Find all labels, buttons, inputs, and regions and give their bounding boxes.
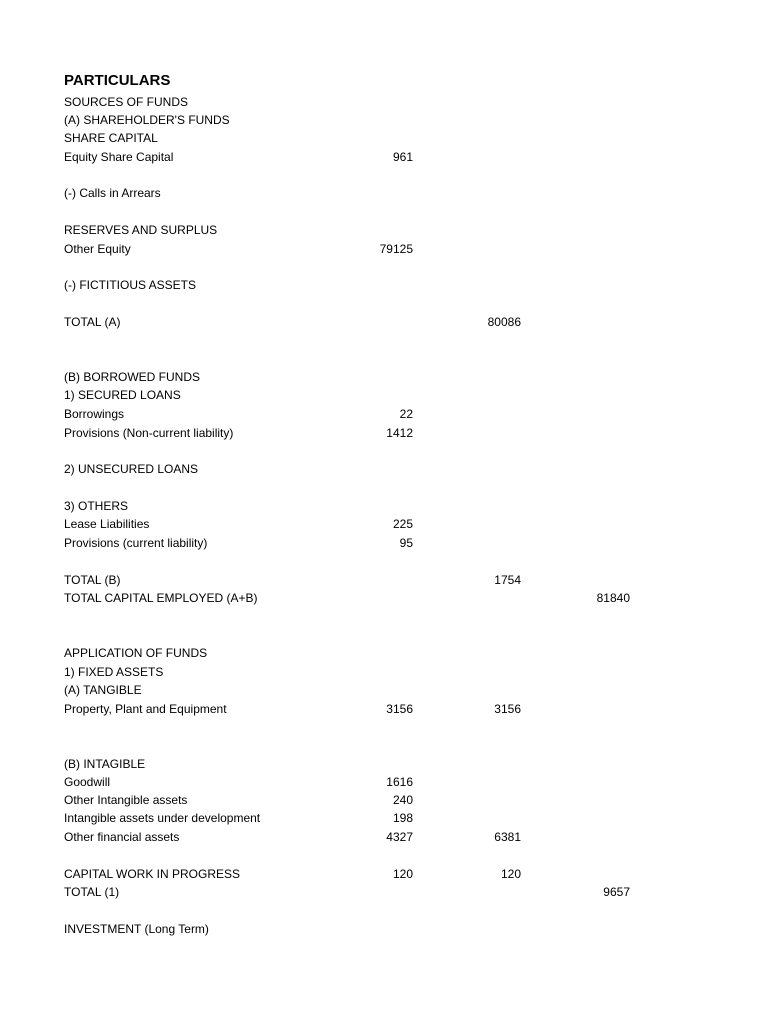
- value-cell: 961: [392, 150, 413, 164]
- value-cell: 3156: [386, 702, 413, 716]
- subtotal-cell: 80086: [487, 315, 521, 329]
- table-row: [0, 497, 768, 515]
- table-row: [0, 920, 768, 938]
- row-label: 1) SECURED LOANS: [64, 388, 181, 402]
- row-label: Other financial assets: [64, 830, 180, 844]
- row-label: Borrowings: [64, 407, 125, 421]
- row-label: 2) UNSECURED LOANS: [64, 462, 199, 476]
- table-row: [0, 368, 768, 386]
- row-label: Provisions (Non-current liability): [64, 426, 234, 440]
- value-cell: 198: [392, 811, 413, 825]
- table-row: [0, 515, 768, 533]
- table-row: [0, 865, 768, 883]
- table-row: [0, 93, 768, 111]
- row-label: INVESTMENT (Long Term): [64, 922, 209, 936]
- row-label: Property, Plant and Equipment: [64, 702, 227, 716]
- table-row: [0, 129, 768, 147]
- table-row: [0, 755, 768, 773]
- table-row: [0, 791, 768, 809]
- total-cell: 81840: [596, 591, 630, 605]
- row-label: Intangible assets under development: [64, 811, 261, 825]
- table-row: [0, 221, 768, 239]
- table-row: [0, 809, 768, 827]
- table-row: [0, 184, 768, 202]
- value-cell: 95: [399, 536, 413, 550]
- row-label: RESERVES AND SURPLUS: [64, 223, 218, 237]
- value-cell: 1616: [386, 775, 413, 789]
- table-row: [0, 571, 768, 589]
- table-row: [0, 883, 768, 901]
- table-row: [0, 460, 768, 478]
- row-label: APPLICATION OF FUNDS: [64, 646, 208, 660]
- row-label: (A) SHAREHOLDER'S FUNDS: [64, 113, 230, 127]
- value-cell: 1412: [386, 426, 413, 440]
- table-row: [0, 313, 768, 331]
- table-row: [0, 111, 768, 129]
- table-row: [0, 405, 768, 423]
- row-label: TOTAL (B): [64, 573, 121, 587]
- table-row: [0, 663, 768, 681]
- row-label: (-) Calls in Arrears: [64, 186, 161, 200]
- row-label: (B) BORROWED FUNDS: [64, 370, 200, 384]
- table-row: [0, 828, 768, 846]
- table-row: [0, 276, 768, 294]
- value-cell: 225: [392, 517, 413, 531]
- table-row: [0, 386, 768, 404]
- subtotal-cell: 1754: [494, 573, 521, 587]
- value-cell: 79125: [379, 242, 413, 256]
- row-label: SHARE CAPITAL: [64, 131, 158, 145]
- table-row: [0, 681, 768, 699]
- row-label: CAPITAL WORK IN PROGRESS: [64, 867, 241, 881]
- table-row: [0, 700, 768, 718]
- row-label: TOTAL (1): [64, 885, 120, 899]
- row-label: TOTAL (A): [64, 315, 121, 329]
- subtotal-cell: 120: [500, 867, 521, 881]
- row-label: Other Equity: [64, 242, 131, 256]
- total-cell: 9657: [603, 885, 630, 899]
- row-label: SOURCES OF FUNDS: [64, 95, 189, 109]
- value-cell: 120: [392, 867, 413, 881]
- value-cell: 240: [392, 793, 413, 807]
- table-row: [0, 148, 768, 166]
- row-label: Provisions (current liability): [64, 536, 208, 550]
- row-label: Equity Share Capital: [64, 150, 174, 164]
- row-label: (B) INTAGIBLE: [64, 757, 146, 771]
- row-label: Other Intangible assets: [64, 793, 188, 807]
- subtotal-cell: 3156: [494, 702, 521, 716]
- row-label: Lease Liabilities: [64, 517, 150, 531]
- subtotal-cell: 6381: [494, 830, 521, 844]
- row-label: TOTAL CAPITAL EMPLOYED (A+B): [64, 591, 258, 605]
- table-row: [0, 424, 768, 442]
- row-label: Goodwill: [64, 775, 111, 789]
- table-row: [0, 773, 768, 791]
- page-title: PARTICULARS: [64, 72, 171, 89]
- table-row: [0, 644, 768, 662]
- value-cell: 22: [399, 407, 413, 421]
- row-label: (A) TANGIBLE: [64, 683, 142, 697]
- table-row: [0, 240, 768, 258]
- row-label: (-) FICTITIOUS ASSETS: [64, 278, 197, 292]
- row-label: 1) FIXED ASSETS: [64, 665, 164, 679]
- row-label: 3) OTHERS: [64, 499, 129, 513]
- table-row: [0, 589, 768, 607]
- value-cell: 4327: [386, 830, 413, 844]
- table-row: [0, 534, 768, 552]
